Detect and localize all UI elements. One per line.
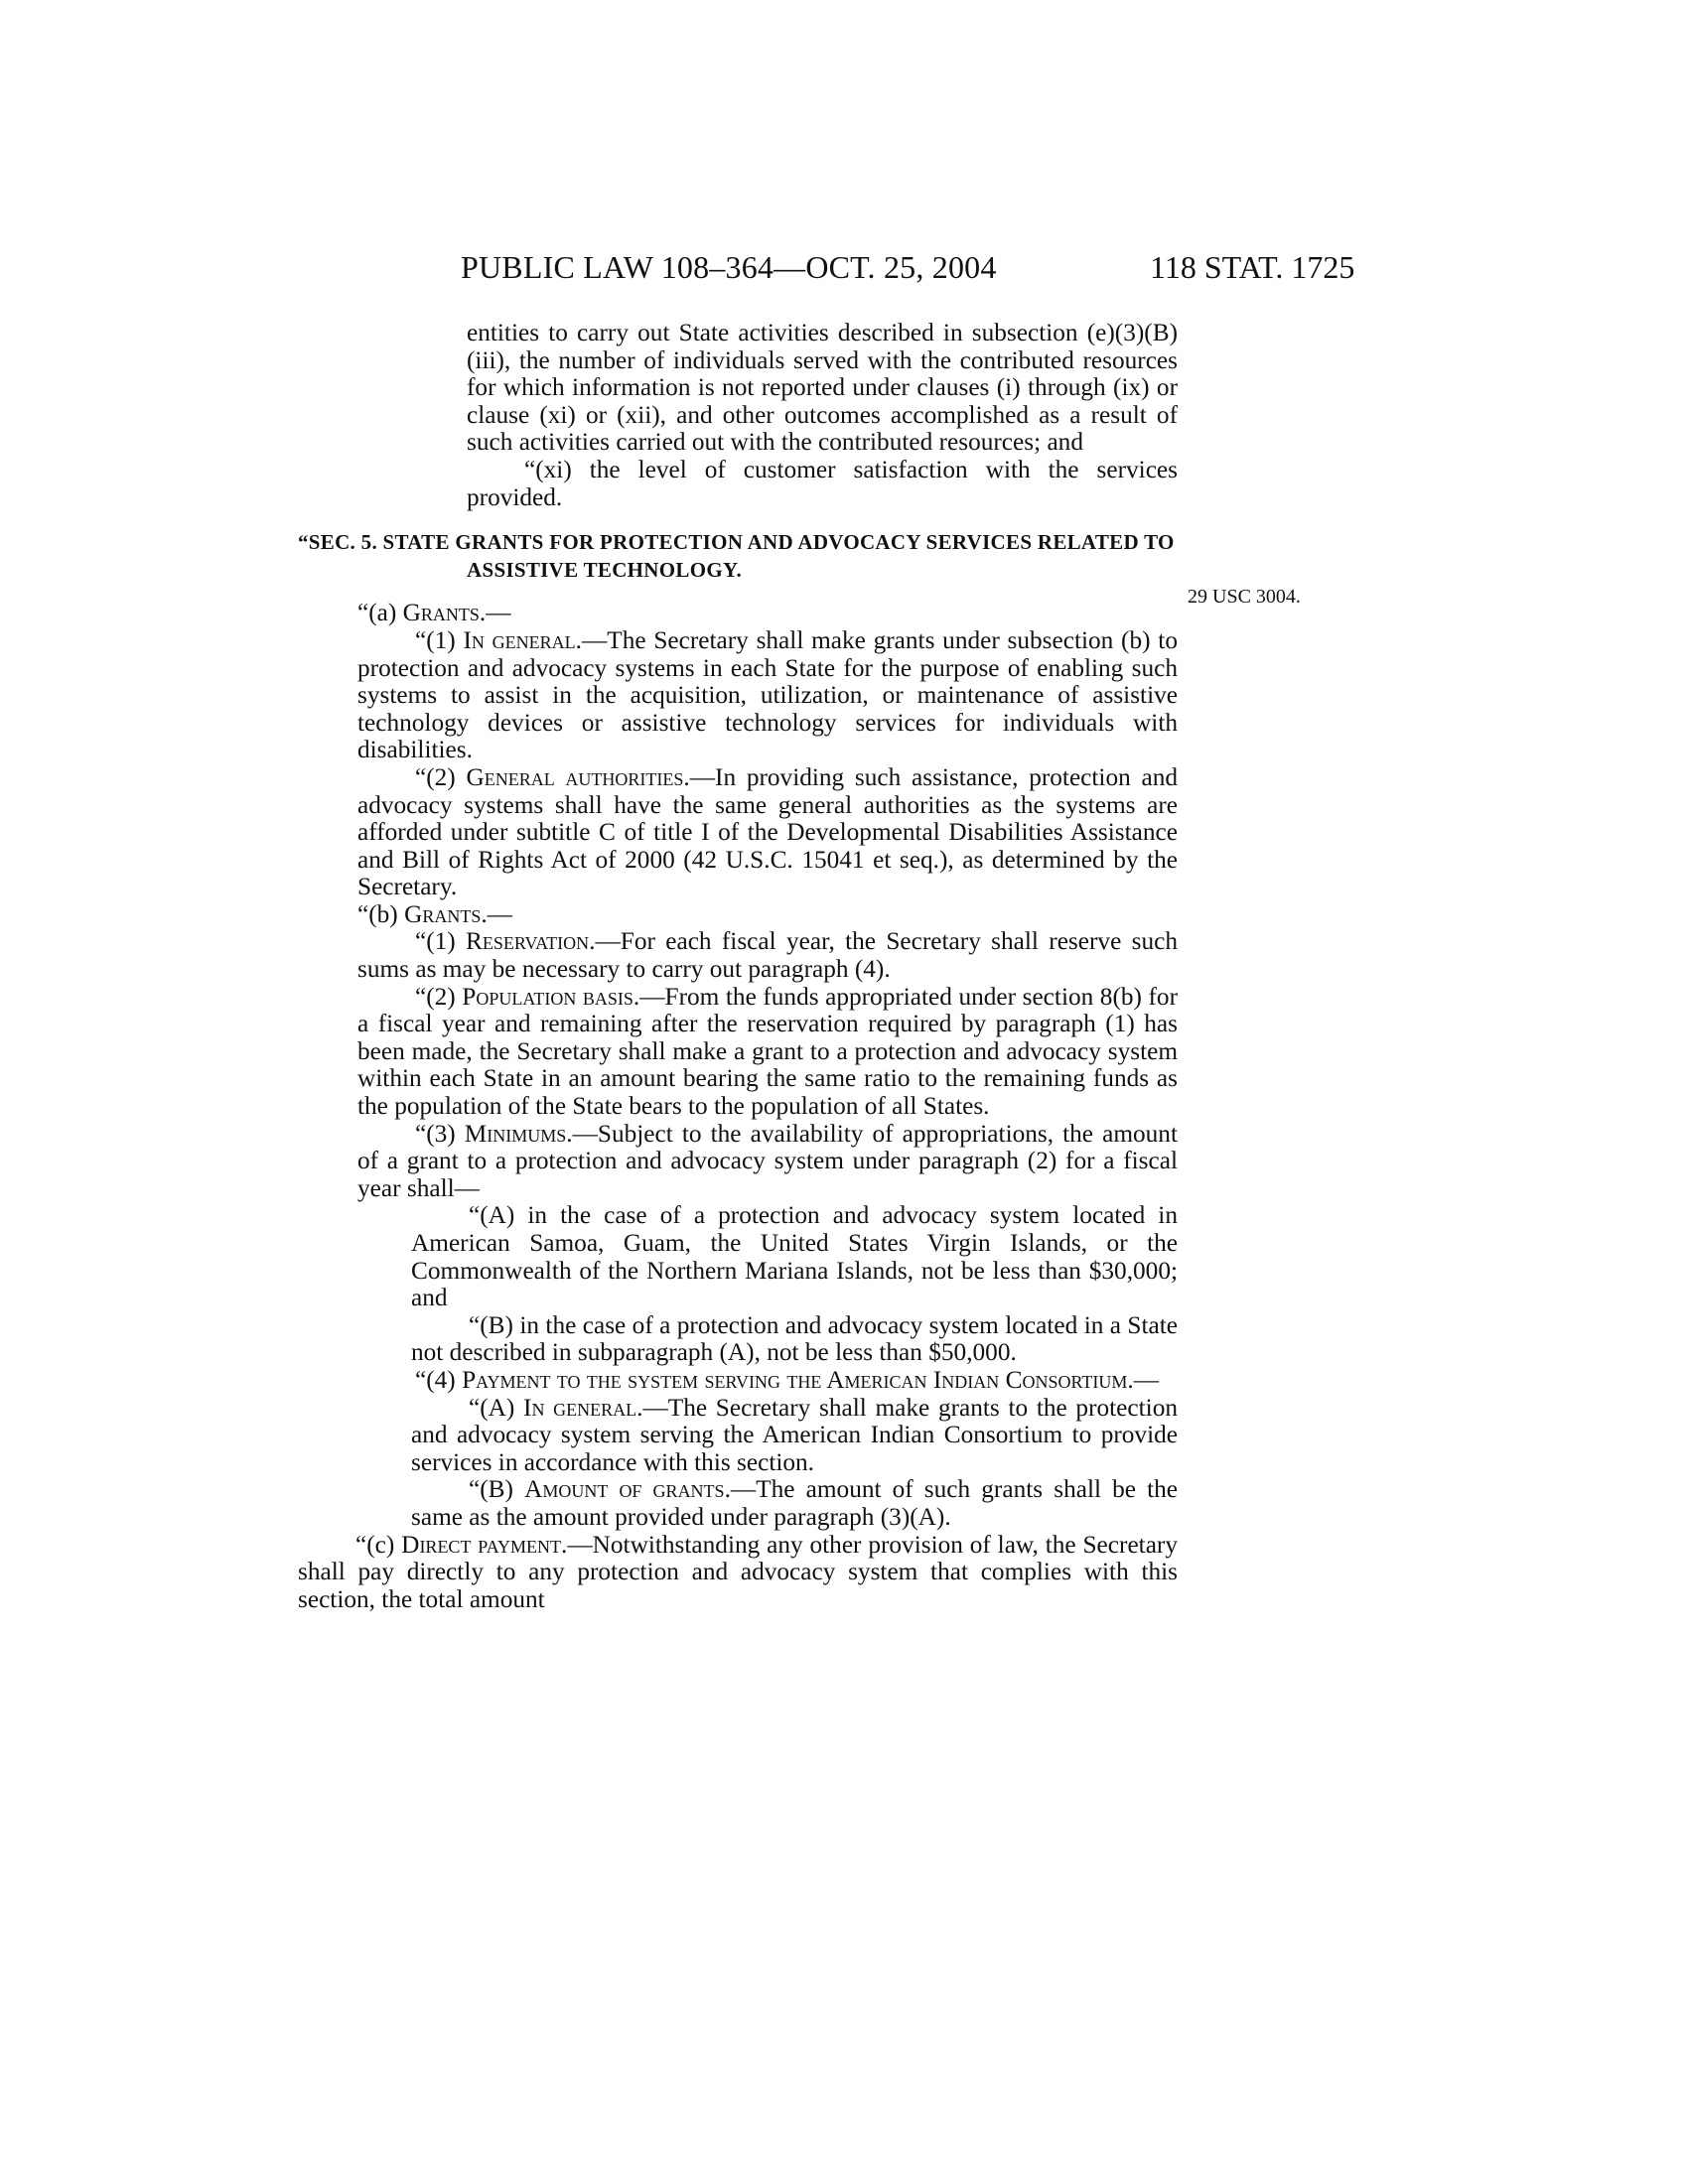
document-body [298, 320, 1178, 1613]
subparagraph-b-3-b: “(B) in the case of a protection and advocacy system located in a State not described in subparagraph (A), not be less than $50,000. [411, 1310, 1178, 1367]
clause-x-continuation: entities to carry out State activities described in subsection (e)(3)(B)(iii), the number of individuals served with the contributed resources for which information is not reported under clauses (i) through (ix) or clause (xi) or (xii), and other outcomes accomplished as a result of such activities carried out with the contributed resources; and [467, 319, 1178, 457]
subparagraph-b-4-b: “(B) Amount of grants.—The amount of such grants shall be the same as the amount provided under paragraph (3)(A). [411, 1475, 1178, 1531]
paragraph-b-4: “(4) Payment to the system serving the American Indian Consortium.— [415, 1365, 1160, 1394]
subsection-b-heading: “(b) Grants.— [357, 899, 512, 928]
subsection-a-heading: “(a) Grants.— [357, 599, 511, 627]
running-header-page-number: 118 STAT. 1725 [1150, 249, 1355, 285]
section-heading-text: “SEC. 5. STATE GRANTS FOR PROTECTION AND ADVOCACY SERVICES RELATED TO ASSISTIVE TECHNOLOGY. [298, 530, 1175, 582]
section-heading [298, 529, 1178, 584]
running-header-title: PUBLIC LAW 108–364—OCT. 25, 2004 [461, 249, 997, 285]
paragraph-b-1: “(1) Reservation.—For each fiscal year, the Secretary shall reserve such sums as may be necessary to carry out paragraph (4). [357, 927, 1178, 984]
subsection-c: “(c) Direct payment.—Notwithstanding any other provision of law, the Secretary shall pay directly to any protection and advocacy system that complies with this section, the total amount [298, 1530, 1178, 1613]
clause-xi: “(xi) the level of customer satisfaction with the services provided. [467, 455, 1178, 511]
margin-note-usc-citation: 29 USC 3004. [1188, 586, 1301, 608]
paragraph-a-2: “(2) General authorities.—In providing such assistance, protection and advocacy systems shall have the same general authorities as the systems are afforded under subtitle C of title I of the Developmental Disabilities Assistance and Bill of Rights Act of 2000 (42 U.S.C. 15041 et seq.), as determined by the Secretary. [357, 762, 1178, 901]
subparagraph-b-3-a: “(A) in the case of a protection and advocacy system located in American Samoa, Guam, the United States Virgin Islands, or the Commonwealth of the Northern Mariana Islands, not be less than $30,000; and [411, 1201, 1178, 1312]
paragraph-b-2: “(2) Population basis.—From the funds appropriated under section 8(b) for a fiscal year and remaining after the reservation required by paragraph (1) has been made, the Secretary shall make a grant to a protection and advocacy system within each State in an amount bearing the same ratio to the remaining funds as the population of the State bears to the population of all States. [357, 982, 1178, 1121]
paragraph-b-3: “(3) Minimums.—Subject to the availability of appropriations, the amount of a grant to a protection and advocacy system under paragraph (2) for a fiscal year shall— [357, 1119, 1178, 1202]
paragraph-a-1: “(1) In general.—The Secretary shall make grants under subsection (b) to protection and advocacy systems in each State for the purpose of enabling such systems to assist in the acquisition, utilization, or maintenance of assistive technology devices or assistive technology services for individuals with disabilities. [357, 625, 1178, 764]
subparagraph-b-4-a: “(A) In general.—The Secretary shall make grants to the protection and advocacy system serving the American Indian Consortium to provide services in accordance with this section. [411, 1393, 1178, 1476]
